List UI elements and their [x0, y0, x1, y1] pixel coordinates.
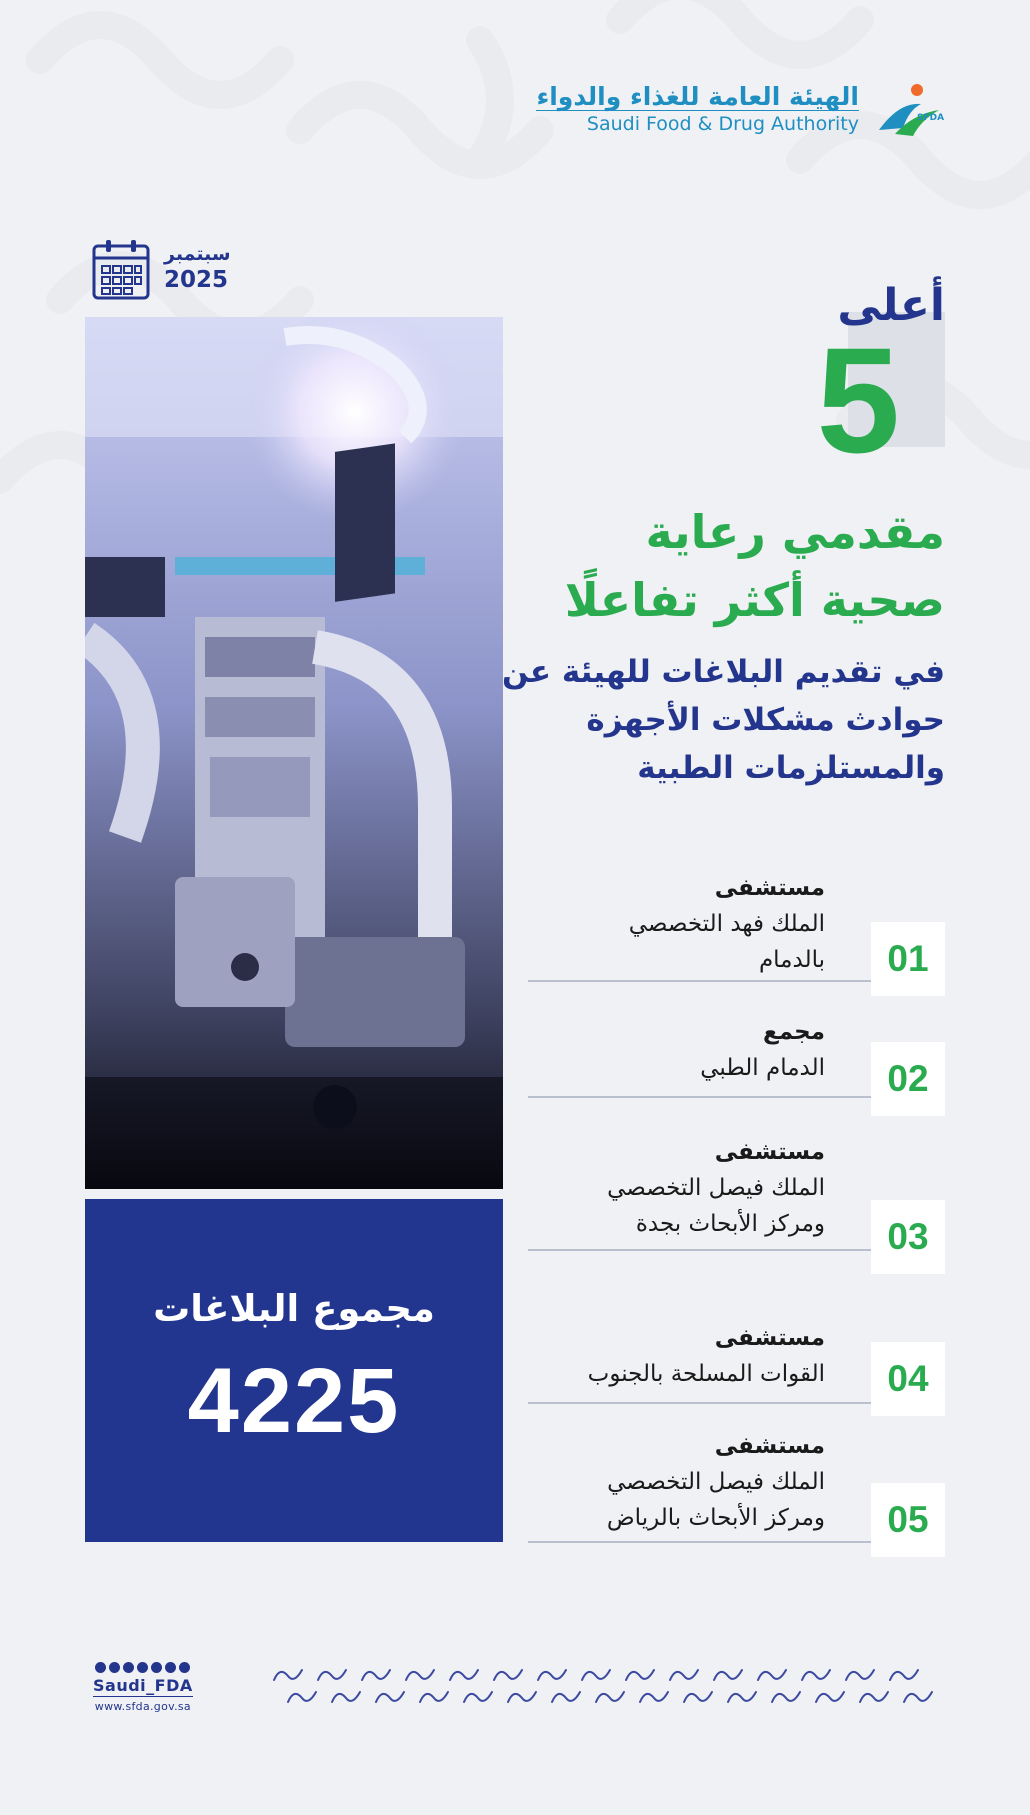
- squiggle: [670, 1670, 698, 1680]
- social-handle[interactable]: Saudi_FDA: [93, 1676, 193, 1695]
- ranking-number: 01: [871, 922, 945, 996]
- ranking-number: 05: [871, 1483, 945, 1557]
- squiggle: [420, 1692, 448, 1702]
- ranking-item-type: مستشفى: [714, 875, 825, 901]
- divider: [528, 1402, 871, 1404]
- headline-blue-line-3: والمستلزمات الطبية: [637, 750, 945, 786]
- divider: [528, 1541, 871, 1543]
- squiggle: [846, 1670, 874, 1680]
- snapchat-icon[interactable]: [123, 1662, 134, 1673]
- ranking-item-name-line-2: ومركز الأبحاث بجدة: [635, 1211, 825, 1237]
- footer-pattern: [270, 1660, 940, 1718]
- ranking-item-type: مستشفى: [714, 1139, 825, 1165]
- ranking-item-name-line-2: بالدمام: [758, 947, 825, 973]
- squiggle: [508, 1692, 536, 1702]
- divider: [528, 1096, 871, 1098]
- social-footer: [93, 1662, 193, 1713]
- ranking-item-type: مستشفى: [714, 1433, 825, 1459]
- logo-english-name: Saudi Food & Drug Authority: [536, 110, 859, 137]
- squiggle: [362, 1670, 390, 1680]
- headline-top: أعلى: [837, 280, 945, 331]
- squiggle: [860, 1692, 888, 1702]
- website-link[interactable]: www.sfda.gov.sa: [94, 1700, 191, 1713]
- squiggle: [596, 1692, 624, 1702]
- squiggle: [626, 1670, 654, 1680]
- squiggle: [450, 1670, 478, 1680]
- headline-green-line-1: مقدمي رعاية: [645, 505, 945, 559]
- total-reports-label: مجموع البلاغات: [153, 1287, 435, 1330]
- squiggle: [772, 1692, 800, 1702]
- squiggle: [406, 1670, 434, 1680]
- squiggle: [318, 1670, 346, 1680]
- linkedin-icon[interactable]: [109, 1662, 120, 1673]
- headline-number: 5: [816, 316, 900, 484]
- ranking-item-type: مجمع: [763, 1019, 825, 1045]
- divider: [528, 1249, 871, 1251]
- headline-blue-text: [502, 648, 945, 792]
- sfda-logo: [536, 80, 945, 140]
- svg-text:SFDA: SFDA: [917, 113, 945, 123]
- youtube-icon[interactable]: [137, 1662, 148, 1673]
- squiggle: [464, 1692, 492, 1702]
- ranking-item-4: [528, 1320, 945, 1404]
- date-month: سبتمبر: [164, 242, 231, 265]
- ranking-item-name-line-2: ومركز الأبحاث بالرياض: [606, 1505, 825, 1531]
- headline-green-line-2: صحية أكثر تفاعلًا: [564, 573, 945, 627]
- squiggle: [758, 1670, 786, 1680]
- date-year: 2025: [164, 267, 229, 294]
- squiggle: [816, 1692, 844, 1702]
- squiggle: [640, 1692, 668, 1702]
- ranking-item-name: القوات المسلحة بالجنوب: [587, 1361, 825, 1387]
- squiggle: [538, 1670, 566, 1680]
- squiggle: [802, 1670, 830, 1680]
- sfda-emblem-icon: [873, 80, 945, 140]
- squiggle: [332, 1692, 360, 1702]
- instagram-icon[interactable]: [165, 1662, 176, 1673]
- divider: [528, 980, 871, 982]
- facebook-icon[interactable]: [151, 1662, 162, 1673]
- total-reports-value: 4225: [187, 1350, 401, 1452]
- ranking-item-name: الملك فيصل التخصصي: [607, 1469, 825, 1495]
- ranking-item-3: [528, 1134, 945, 1257]
- squiggle: [582, 1670, 610, 1680]
- headline-green-text: [565, 498, 945, 634]
- headline-blue-line-2: حوادث مشكلات الأجهزة: [586, 702, 945, 738]
- operating-room-photo: [85, 317, 503, 1189]
- squiggle: [494, 1670, 522, 1680]
- squiggle: [376, 1692, 404, 1702]
- ranking-item-5: [528, 1424, 945, 1543]
- ranking-item-2: [528, 1014, 945, 1098]
- squiggle: [684, 1692, 712, 1702]
- ranking-item-name: الملك فهد التخصصي: [628, 911, 825, 937]
- ranking-number: 04: [871, 1342, 945, 1416]
- squiggle: [274, 1670, 302, 1680]
- ranking-item-name: الملك فيصل التخصصي: [607, 1175, 825, 1201]
- calendar-icon: [92, 238, 150, 300]
- squiggle: [904, 1692, 932, 1702]
- squiggle: [288, 1692, 316, 1702]
- squiggle: [714, 1670, 742, 1680]
- squiggle: [890, 1670, 918, 1680]
- headline-blue-line-1: في تقديم البلاغات للهيئة عن: [501, 654, 945, 690]
- ranking-number: 03: [871, 1200, 945, 1274]
- ranking-item-type: مستشفى: [714, 1325, 825, 1351]
- ranking-item-name: الدمام الطبي: [700, 1055, 825, 1081]
- squiggle: [552, 1692, 580, 1702]
- publication-date: [92, 238, 231, 300]
- tiktok-icon[interactable]: [179, 1662, 190, 1673]
- total-reports-panel: [85, 1199, 503, 1542]
- ranking-item-1: [528, 870, 945, 982]
- logo-arabic-name: الهيئة العامة للغذاء والدواء: [536, 81, 859, 111]
- squiggle: [728, 1692, 756, 1702]
- ranking-number: 02: [871, 1042, 945, 1116]
- x-icon[interactable]: [95, 1662, 106, 1673]
- social-icons: [93, 1662, 193, 1673]
